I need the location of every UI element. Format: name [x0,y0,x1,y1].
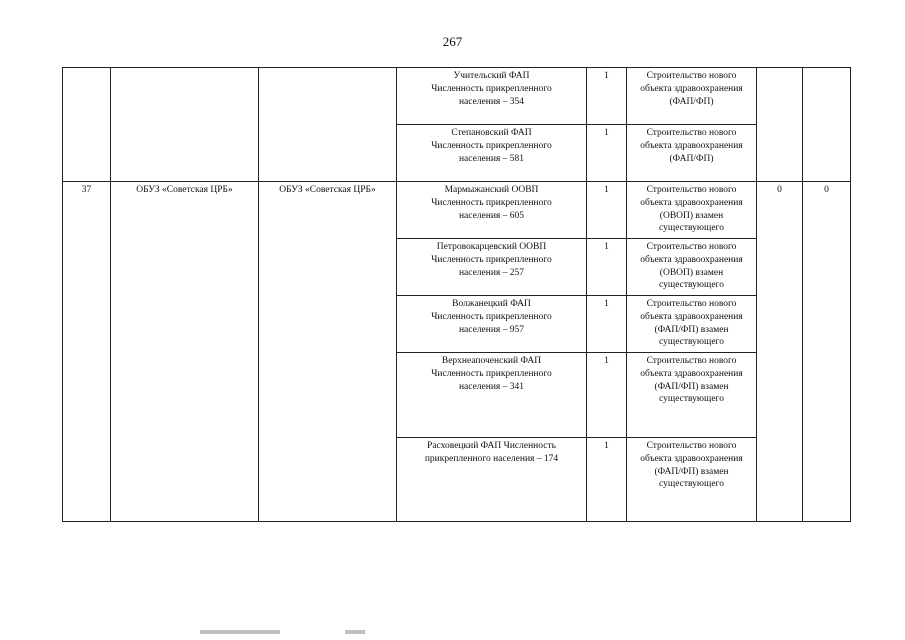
work-type-line: Строительство нового [646,185,737,195]
facility-name-line: Волжанецкий ФАП [452,299,531,309]
quantity-cell: 1 [587,68,627,125]
work-type-cell [627,182,757,239]
quantity-cell: 1 [587,239,627,296]
work-type-line: (ФАП/ФП) [669,153,714,164]
facility-name-line: Численность прикрепленного [431,368,552,379]
work-type-line: Строительство нового [646,128,737,138]
work-type-line: (ОВОП) взамен [659,210,724,221]
work-type-line: Строительство нового [646,441,737,451]
facility-name-line: населения – 957 [458,324,525,335]
work-type-line: Строительство нового [646,356,737,366]
work-type-line: (ФАП/ФП) взамен [654,466,729,477]
facility-name-line: Степановский ФАП [451,128,532,138]
facility-name-line: Расховецкий ФАП Численность [427,441,556,451]
facility-name-cell [397,125,587,182]
work-type-line: (ФАП/ФП) взамен [654,381,729,392]
facility-name-cell [397,296,587,353]
organization-cell-2: ОБУЗ «Советская ЦРБ» [259,182,397,522]
work-type-cell [627,296,757,353]
work-type-line: объекта здравоохранения [640,254,743,265]
facility-name-line: населения – 257 [458,267,525,278]
work-type-line: существующего [659,479,724,490]
work-type-line: Строительство нового [646,299,737,309]
facility-name-line: Численность прикрепленного [431,83,552,94]
work-type-line: объекта здравоохранения [640,368,743,379]
work-type-line: Строительство нового [646,71,737,81]
facility-name-line: Верхнеапоченский ФАП [441,356,542,366]
facility-name-cell [397,353,587,438]
facility-name-line: населения – 354 [458,96,525,107]
work-type-line: существующего [659,223,724,234]
scan-artifact [200,630,280,634]
page-number: 267 [442,34,463,49]
facility-name-line: Учительский ФАП [453,71,530,81]
work-type-line: объекта здравоохранения [640,453,743,464]
work-type-cell [627,239,757,296]
work-type-cell [627,438,757,522]
table-row [63,182,851,239]
quantity-cell: 1 [587,125,627,182]
facility-name-line: прикрепленного населения – 174 [424,453,559,464]
facility-name-line: Мармыжанский ООВП [444,185,539,195]
work-type-line: (ФАП/ФП) [669,96,714,107]
value-cell-1: 0 [757,182,803,522]
work-type-line: объекта здравоохранения [640,83,743,94]
facility-name-line: Численность прикрепленного [431,311,552,322]
work-type-line: Строительство нового [646,242,737,252]
organization-cell-2 [259,68,397,182]
organization-cell [111,68,259,182]
facility-name-line: населения – 605 [458,210,525,221]
work-type-line: (ОВОП) взамен [659,267,724,278]
row-number-cell [63,68,111,182]
work-type-line: объекта здравоохранения [640,140,743,151]
organization-cell: ОБУЗ «Советская ЦРБ» [111,182,259,522]
quantity-cell: 1 [587,182,627,239]
value-cell-1 [757,68,803,182]
facility-name-line: Численность прикрепленного [431,254,552,265]
work-type-line: существующего [659,394,724,405]
work-type-cell [627,353,757,438]
facility-name-cell [397,239,587,296]
scan-artifact [345,630,365,634]
row-number-cell: 37 [63,182,111,522]
quantity-cell: 1 [587,438,627,522]
work-type-line: (ФАП/ФП) взамен [654,324,729,335]
facility-name-cell [397,68,587,125]
facility-name-line: Петровокарцевский ООВП [436,242,547,252]
facility-name-cell [397,182,587,239]
work-type-line: объекта здравоохранения [640,311,743,322]
facility-name-line: Численность прикрепленного [431,197,552,208]
work-type-line: существующего [659,280,724,291]
facility-name-cell [397,438,587,522]
facilities-table [62,67,851,522]
facility-name-line: населения – 341 [458,381,525,392]
value-cell-2 [803,68,851,182]
facility-name-line: Численность прикрепленного [431,140,552,151]
work-type-cell [627,125,757,182]
quantity-cell: 1 [587,296,627,353]
work-type-line: существующего [659,337,724,348]
value-cell-2: 0 [803,182,851,522]
table-row [63,68,851,125]
facility-name-line: населения – 581 [458,153,525,164]
quantity-cell: 1 [587,353,627,438]
work-type-line: объекта здравоохранения [640,197,743,208]
work-type-cell [627,68,757,125]
